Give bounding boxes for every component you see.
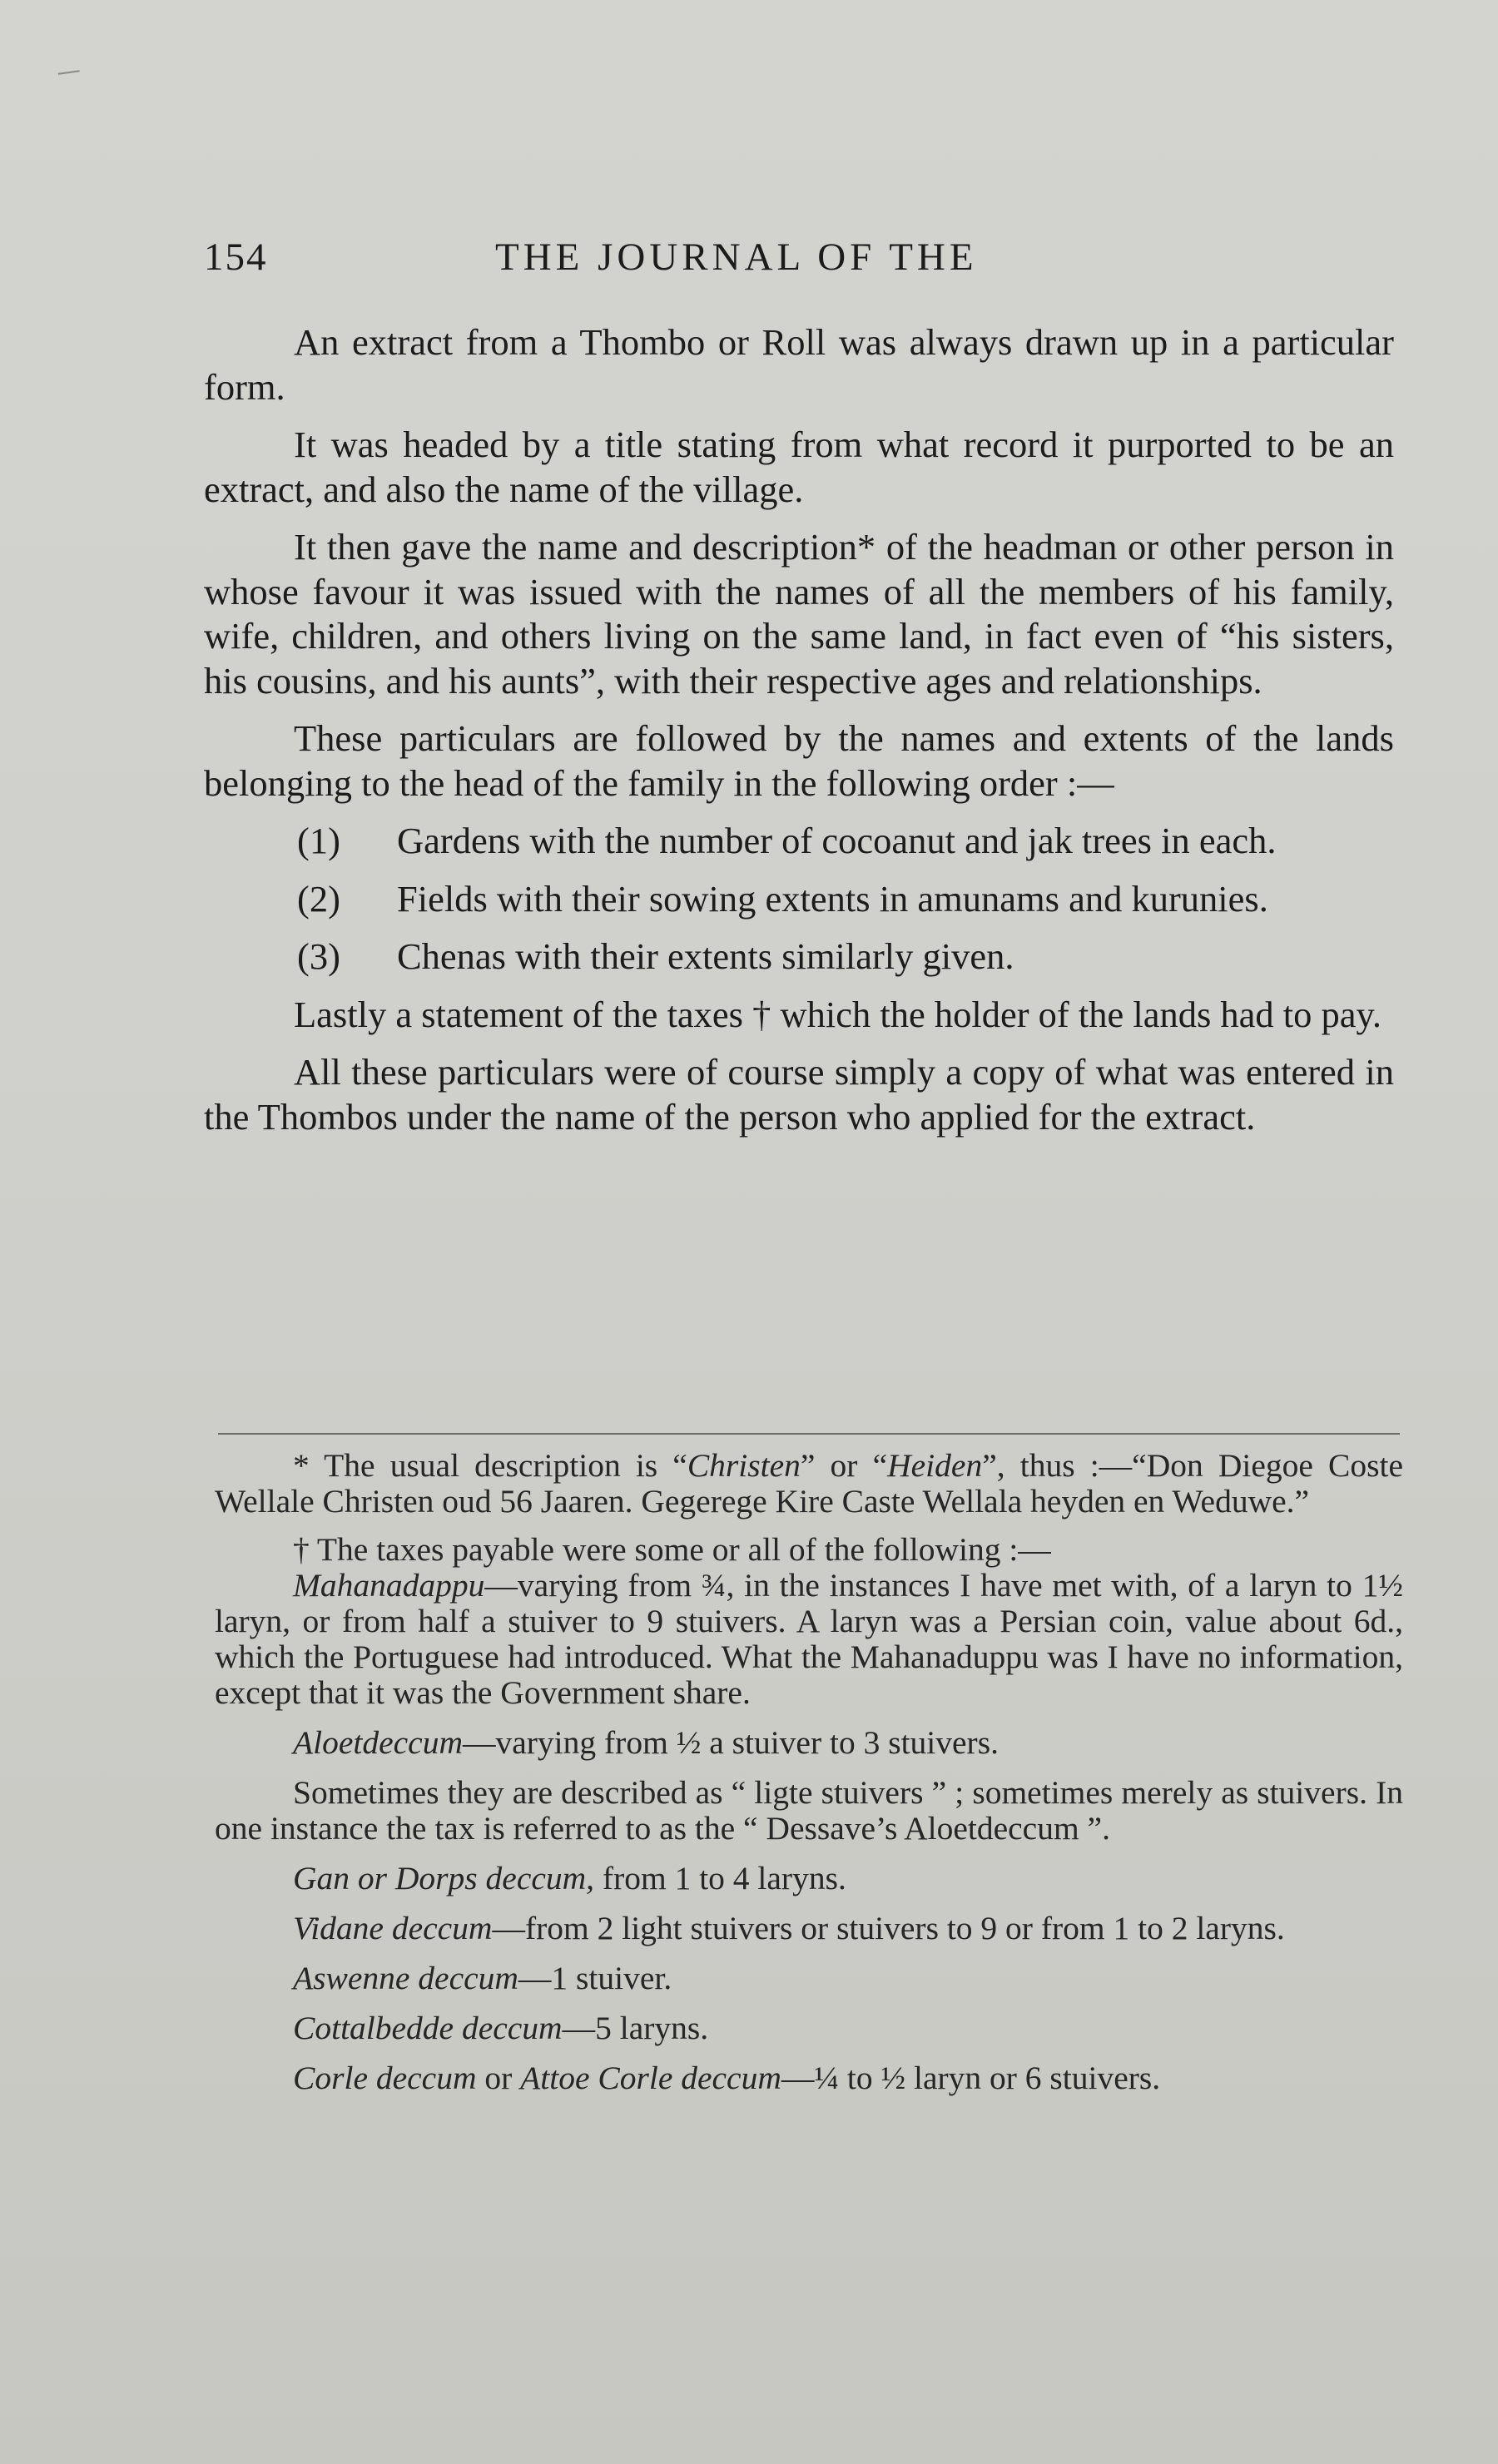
list-text: Fields with their sowing extents in amunams and kurunies. <box>397 877 1268 920</box>
list-text: Chenas with their extents similarly given. <box>397 935 1014 977</box>
tax-mahanadappu: Mahanadappu—varying from ¾, in the instances I have met with, of a laryn to 1½ laryn, or from half a stuiver to 9 stuivers. A laryn was a Persian coin, value about 6d., which the Portuguese had introduced. What the Mahanaduppu was I have no information, except that it was the Government share. <box>215 1567 1403 1711</box>
paragraph-title-heading: It was headed by a title stating from what record it purported to be an extract, and also the name of the village. <box>204 424 1394 510</box>
tax-term: Cottalbedde deccum <box>293 2010 563 2046</box>
footnotes <box>215 1448 1403 2110</box>
footnote-description: * The usual description is “Christen” or “Heiden”, thus :—“Don Diegoe Coste Wellale Christen oud 56 Jaaren. Gegerege Kire Caste Wellala heyden en Weduwe.” <box>215 1447 1404 1520</box>
tax-gan-deccum: Gan or Dorps deccum, from 1 to 4 laryns. <box>293 1860 846 1896</box>
tax-term: Corle deccum <box>293 2060 477 2096</box>
margin-mark <box>58 70 81 78</box>
footnote-divider <box>218 1433 1400 1435</box>
tax-term: Aswenne deccum <box>293 1960 518 1996</box>
list-item <box>204 819 1394 864</box>
tax-term: Aloetdeccum <box>293 1724 463 1761</box>
paragraph-taxes: Lastly a statement of the taxes † which the holder of the lands had to pay. <box>294 993 1382 1035</box>
tax-term: Attoe Corle deccum <box>520 2060 781 2096</box>
page-header <box>204 235 1402 285</box>
list-text: Gardens with the number of cocoanut and jak trees in each. <box>397 820 1277 861</box>
tax-term: Vidane deccum <box>293 1910 493 1946</box>
list-number: (2) <box>297 877 340 920</box>
tax-corle-deccum: Corle deccum or Attoe Corle deccum—¼ to ½ laryn or 6 stuivers. <box>293 2060 1161 2096</box>
term-heiden: Heiden <box>887 1447 983 1484</box>
footnote-ligte-stuivers: Sometimes they are described as “ ligte stuivers ” ; sometimes merely as stuivers. In one instance the tax is referred to as the “ Dessave’s Aloetdeccum ”. <box>215 1774 1403 1847</box>
tax-aswenne-deccum: Aswenne deccum—1 stuiver. <box>293 1960 672 1996</box>
tax-term: Mahanadappu <box>293 1567 485 1604</box>
list-number: (3) <box>297 935 340 977</box>
list-item <box>204 935 1394 979</box>
list-item <box>204 877 1394 922</box>
tax-term: Gan or Dorps deccum, <box>293 1860 595 1896</box>
page-number: 154 <box>204 235 268 279</box>
paragraph-lands-order: These particulars are followed by the names and extents of the lands belonging to the head of the family in the following order :— <box>204 717 1394 804</box>
tax-aloetdeccum: Aloetdeccum—varying from ½ a stuiver to 3 stuivers. <box>293 1724 999 1761</box>
footnote-taxes-intro: † The taxes payable were some or all of the following :— <box>293 1531 1051 1568</box>
running-head: THE JOURNAL OF THE <box>495 235 978 279</box>
tax-cottalbedde-deccum: Cottalbedde deccum—5 laryns. <box>293 2010 709 2046</box>
main-text <box>204 320 1394 1153</box>
paragraph-headman-description: It then gave the name and description* of the headman or other person in whose favour it was issued with the names of all the members of his family, wife, children, and others living on the same land, in fact even of “his sisters, his cousins, and his aunts”, with their respective ages and relationships. <box>204 526 1394 702</box>
list-number: (1) <box>297 820 340 861</box>
tax-vidane-deccum: Vidane deccum—from 2 light stuivers or stuivers to 9 or from 1 to 2 laryns. <box>293 1910 1285 1946</box>
term-christen: Christen <box>687 1447 801 1484</box>
paragraph-extract-form: An extract from a Thombo or Roll was always drawn up in a particular form. <box>204 321 1394 408</box>
paragraph-copy: All these particulars were of course simply a copy of what was entered in the Thombos under the name of the person who applied for the extract. <box>204 1051 1394 1138</box>
